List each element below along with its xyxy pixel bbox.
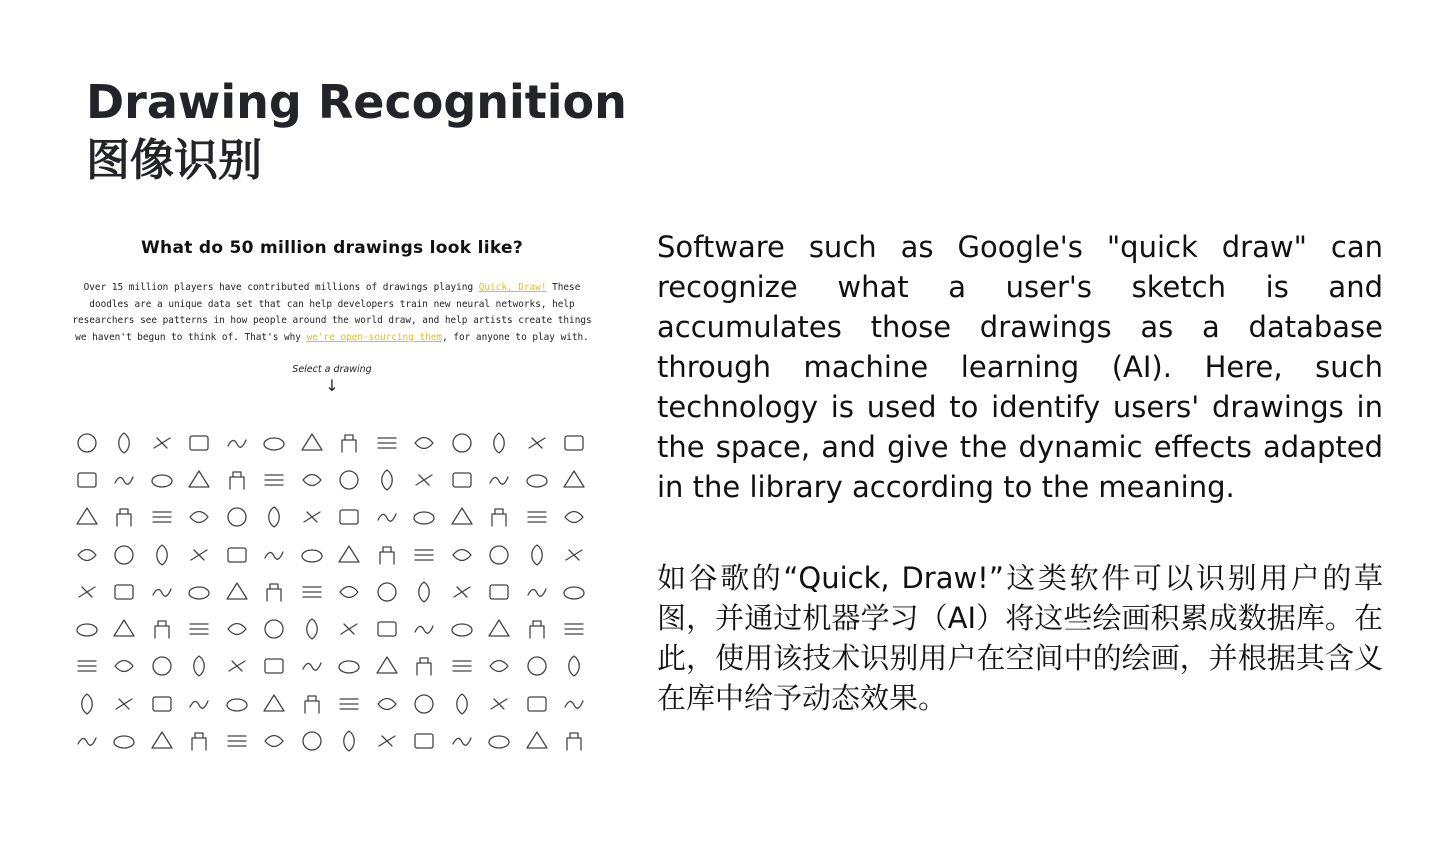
doodle-flying-saucer[interactable] xyxy=(106,722,144,759)
arm-icon xyxy=(374,430,400,456)
doodle-bulldozer[interactable] xyxy=(68,536,106,573)
quickdraw-heading: What do 50 million drawings look like? xyxy=(140,238,523,258)
doodle-campfire[interactable] xyxy=(481,536,519,573)
dumbbell-icon xyxy=(411,653,437,679)
cell-phone-icon xyxy=(299,579,325,605)
doodle-basket[interactable] xyxy=(143,461,181,498)
bridge-icon xyxy=(486,504,512,530)
description-chinese: 如谷歌的“Quick, Draw!”这类软件可以识别用户的草图，并通过机器学习（AI）将这些绘画积累成数据库。在此，使用该技术识别用户在空间中的绘画，并根据其含义在库中给予动态效果。 xyxy=(657,561,1383,715)
doodle-broccoli[interactable] xyxy=(518,499,556,536)
doodle-bench[interactable] xyxy=(518,461,556,498)
cactus-icon xyxy=(224,542,250,568)
drums-icon xyxy=(336,653,362,679)
doodle-bandage[interactable] xyxy=(556,424,594,461)
bracelet-icon xyxy=(374,504,400,530)
fire-hydrant-icon xyxy=(336,691,362,717)
doodle-bee[interactable] xyxy=(443,461,481,498)
broom-icon xyxy=(561,504,587,530)
diamond-icon xyxy=(524,616,550,642)
baseball-bat-icon xyxy=(111,467,137,493)
doodle-flower[interactable] xyxy=(68,722,106,759)
doodle-frying-pan[interactable] xyxy=(256,722,294,759)
bat-icon xyxy=(224,467,250,493)
slide-title xyxy=(86,72,627,190)
bandage-icon xyxy=(561,430,587,456)
car-icon xyxy=(74,579,100,605)
doodle-broom[interactable] xyxy=(556,499,594,536)
basket-icon xyxy=(149,467,175,493)
campfire-icon xyxy=(486,542,512,568)
doodle-bear[interactable] xyxy=(331,461,369,498)
doodle-door[interactable] xyxy=(181,648,219,685)
doodle-belt[interactable] xyxy=(481,461,519,498)
beach-icon xyxy=(299,467,325,493)
doodle-clock[interactable] xyxy=(518,573,556,610)
crab-icon xyxy=(299,616,325,642)
banana-icon xyxy=(524,430,550,456)
title-chinese: 图像识别 xyxy=(86,135,262,186)
donut-icon xyxy=(149,653,175,679)
fireplace-icon xyxy=(374,691,400,717)
doodle-basketball[interactable] xyxy=(181,461,219,498)
doodle-camouflage[interactable] xyxy=(443,536,481,573)
doodle-drums[interactable] xyxy=(331,648,369,685)
doodle-camel[interactable] xyxy=(368,536,406,573)
doodle-crocodile[interactable] xyxy=(368,610,406,647)
cloud-icon xyxy=(561,579,587,605)
crown-icon xyxy=(411,616,437,642)
clarinet-icon xyxy=(486,579,512,605)
doodle-cello[interactable] xyxy=(256,573,294,610)
bench-icon xyxy=(524,467,550,493)
doodle-envelope[interactable] xyxy=(556,648,594,685)
doodle-goatee[interactable] xyxy=(406,722,444,759)
doodle-fire-hydrant[interactable] xyxy=(331,685,369,722)
axe-icon xyxy=(449,430,475,456)
doodle-animal-migration[interactable] xyxy=(218,424,256,461)
select-drawing-label: Select a drawing xyxy=(292,364,372,375)
frying-pan-icon xyxy=(261,728,287,754)
doodle-drill[interactable] xyxy=(293,648,331,685)
doodle-chair[interactable] xyxy=(331,573,369,610)
doodle-bus[interactable] xyxy=(106,536,144,573)
beard-icon xyxy=(374,467,400,493)
belt-icon xyxy=(486,467,512,493)
camouflage-icon xyxy=(449,542,475,568)
doodle-grid xyxy=(68,424,593,760)
bottlecap-icon xyxy=(299,504,325,530)
flying-saucer-icon xyxy=(111,728,137,754)
doodle-frog[interactable] xyxy=(218,722,256,759)
eye-icon xyxy=(74,691,100,717)
bulldozer-icon xyxy=(74,542,100,568)
ant-icon xyxy=(261,430,287,456)
diving-board-icon xyxy=(74,653,100,679)
doodle-cruise-ship[interactable] xyxy=(443,610,481,647)
carrot-icon xyxy=(111,579,137,605)
blackberry-icon xyxy=(149,504,175,530)
animal-migration-icon xyxy=(224,430,250,456)
down-arrow-icon: ↓ xyxy=(325,376,339,395)
doodle-garden[interactable] xyxy=(293,722,331,759)
ambulance-icon xyxy=(149,430,175,456)
desc-text-3: , for anyone to play with. xyxy=(442,331,589,343)
doodle-ceiling-fan[interactable] xyxy=(218,573,256,610)
doodle-bird[interactable] xyxy=(68,499,106,536)
doodle-church[interactable] xyxy=(406,573,444,610)
backpack-icon xyxy=(486,430,512,456)
dresser-icon xyxy=(261,653,287,679)
doodle-castle[interactable] xyxy=(143,573,181,610)
doodle-baseball-bat[interactable] xyxy=(106,461,144,498)
doodle-banana[interactable] xyxy=(518,424,556,461)
description-english: Software such as Google's "quick draw" can recognize what a user's sketch is and accumulates those drawings as a database through machine learning (AI). Here, such technology is used to identify users' drawings in the space, and give the dynamic effects adapted in the library according to the meaning. xyxy=(657,230,1383,504)
doodle-asparagus[interactable] xyxy=(406,424,444,461)
doodle-brain[interactable] xyxy=(406,499,444,536)
desc-text-1: Over 15 million players have contributed millions of drawings playing xyxy=(83,282,479,293)
doodle-ambulance[interactable] xyxy=(143,424,181,461)
doodle-bed[interactable] xyxy=(406,461,444,498)
crocodile-icon xyxy=(374,616,400,642)
fan-icon xyxy=(186,691,212,717)
blueberry-icon xyxy=(186,504,212,530)
doodle-fireplace[interactable] xyxy=(368,685,406,722)
asparagus-icon xyxy=(411,430,437,456)
doodle-dolphin[interactable] xyxy=(106,648,144,685)
cat-icon xyxy=(186,579,212,605)
ear-icon xyxy=(449,653,475,679)
dragon-icon xyxy=(224,653,250,679)
doodle-carrot[interactable] xyxy=(106,573,144,610)
doodle-grapes[interactable] xyxy=(481,722,519,759)
bed-icon xyxy=(411,467,437,493)
garden-hose-icon xyxy=(336,728,362,754)
garden-icon xyxy=(299,728,325,754)
dishwasher-icon xyxy=(561,616,587,642)
doodle-bottlecap[interactable] xyxy=(293,499,331,536)
cow-icon xyxy=(261,616,287,642)
flamingo-icon xyxy=(486,691,512,717)
doodle-butterfly[interactable] xyxy=(181,536,219,573)
doodle-circle[interactable] xyxy=(443,573,481,610)
doodle-bathtub[interactable] xyxy=(256,461,294,498)
circle-icon xyxy=(449,579,475,605)
doodle-giraffe[interactable] xyxy=(368,722,406,759)
doodle-flashlight[interactable] xyxy=(518,685,556,722)
doodle-golf-club[interactable] xyxy=(443,722,481,759)
bee-icon xyxy=(449,467,475,493)
flashlight-icon xyxy=(524,691,550,717)
clock-icon xyxy=(524,579,550,605)
doodle-birthday-cake[interactable] xyxy=(106,499,144,536)
birthday-cake-icon xyxy=(111,504,137,530)
doodle-chandelier[interactable] xyxy=(368,573,406,610)
doodle-airplane[interactable] xyxy=(68,424,106,461)
doodle-cell-phone[interactable] xyxy=(293,573,331,610)
doodle-fork[interactable] xyxy=(181,722,219,759)
camel-icon xyxy=(374,542,400,568)
fence-icon xyxy=(261,691,287,717)
doodle-candle[interactable] xyxy=(518,536,556,573)
doodle-bicycle[interactable] xyxy=(556,461,594,498)
flip-flops-icon xyxy=(561,691,587,717)
doodle-bat[interactable] xyxy=(218,461,256,498)
cello-icon xyxy=(261,579,287,605)
doodle-eye[interactable] xyxy=(68,685,106,722)
doodle-bracelet[interactable] xyxy=(368,499,406,536)
airplane-icon xyxy=(74,430,100,456)
doodle-fan[interactable] xyxy=(181,685,219,722)
broccoli-icon xyxy=(524,504,550,530)
doodle-baseball[interactable] xyxy=(68,461,106,498)
doodle-cake[interactable] xyxy=(256,536,294,573)
doodle-elephant[interactable] xyxy=(518,648,556,685)
doodle-crayon[interactable] xyxy=(331,610,369,647)
doodle-cookie[interactable] xyxy=(143,610,181,647)
butterfly-icon xyxy=(186,542,212,568)
elbow-icon xyxy=(486,653,512,679)
doodle-book[interactable] xyxy=(218,499,256,536)
doodle-compass[interactable] xyxy=(68,610,106,647)
apple-icon xyxy=(336,430,362,456)
doodle-clarinet[interactable] xyxy=(481,573,519,610)
doodle-garden-hose[interactable] xyxy=(331,722,369,759)
goatee-icon xyxy=(411,728,437,754)
doodle-couch[interactable] xyxy=(218,610,256,647)
bicycle-icon xyxy=(561,467,587,493)
doodle-cat[interactable] xyxy=(181,573,219,610)
open-source-link[interactable]: we're open-sourcing them xyxy=(306,331,443,343)
duck-icon xyxy=(374,653,400,679)
doodle-backpack[interactable] xyxy=(481,424,519,461)
basketball-icon xyxy=(186,467,212,493)
grass-icon xyxy=(524,728,550,754)
doodle-donut[interactable] xyxy=(143,648,181,685)
doodle-diamond[interactable] xyxy=(518,610,556,647)
cookie-icon xyxy=(149,616,175,642)
doodle-arm[interactable] xyxy=(368,424,406,461)
computer-icon xyxy=(111,616,137,642)
doodle-bridge[interactable] xyxy=(481,499,519,536)
couch-icon xyxy=(224,616,250,642)
compass-icon xyxy=(74,616,100,642)
doodle-anvil[interactable] xyxy=(293,424,331,461)
doodle-beach[interactable] xyxy=(293,461,331,498)
quick-draw-link[interactable]: Quick, Draw! xyxy=(478,282,547,293)
dolphin-icon xyxy=(111,653,137,679)
quickdraw-screenshot xyxy=(62,232,602,762)
calendar-icon xyxy=(336,542,362,568)
doodle-boomerang[interactable] xyxy=(256,499,294,536)
doodle-crab[interactable] xyxy=(293,610,331,647)
doodle-bush[interactable] xyxy=(143,536,181,573)
finger-icon xyxy=(299,691,325,717)
ceiling-fan-icon xyxy=(224,579,250,605)
elephant-icon xyxy=(524,653,550,679)
baseball-icon xyxy=(74,467,100,493)
cooler-icon xyxy=(186,616,212,642)
doodle-beard[interactable] xyxy=(368,461,406,498)
cup-icon xyxy=(486,616,512,642)
doodle-feather[interactable] xyxy=(218,685,256,722)
envelope-icon xyxy=(561,653,587,679)
doodle-alarm-clock[interactable] xyxy=(106,424,144,461)
flower-icon xyxy=(74,728,100,754)
doodle-face[interactable] xyxy=(143,685,181,722)
brain-icon xyxy=(411,504,437,530)
doodle-cactus[interactable] xyxy=(218,536,256,573)
drill-icon xyxy=(299,653,325,679)
doodle-diving-board[interactable] xyxy=(68,648,106,685)
doodle-firetruck[interactable] xyxy=(406,685,444,722)
title-english: Drawing Recognition xyxy=(86,75,627,129)
doodle-dresser[interactable] xyxy=(256,648,294,685)
foot-icon xyxy=(149,728,175,754)
grapes-icon xyxy=(486,728,512,754)
bush-icon xyxy=(149,542,175,568)
doodle-guitar[interactable] xyxy=(556,722,594,759)
doodle-flip-flops[interactable] xyxy=(556,685,594,722)
bowtie-icon xyxy=(336,504,362,530)
bear-icon xyxy=(336,467,362,493)
bus-icon xyxy=(111,542,137,568)
giraffe-icon xyxy=(374,728,400,754)
eyeglasses-icon xyxy=(111,691,137,717)
doodle-flamingo[interactable] xyxy=(481,685,519,722)
feather-icon xyxy=(224,691,250,717)
doodle-grass[interactable] xyxy=(518,722,556,759)
calculator-icon xyxy=(299,542,325,568)
doodle-elbow[interactable] xyxy=(481,648,519,685)
doodle-axe[interactable] xyxy=(443,424,481,461)
doodle-bread[interactable] xyxy=(443,499,481,536)
alarm-clock-icon xyxy=(111,430,137,456)
doodle-computer[interactable] xyxy=(106,610,144,647)
doodle-foot[interactable] xyxy=(143,722,181,759)
church-icon xyxy=(411,579,437,605)
bathtub-icon xyxy=(261,467,287,493)
doodle-dumbbell[interactable] xyxy=(406,648,444,685)
cruise-ship-icon xyxy=(449,616,475,642)
cake-icon xyxy=(261,542,287,568)
doodle-calculator[interactable] xyxy=(293,536,331,573)
firetruck-icon xyxy=(411,691,437,717)
doodle-bowtie[interactable] xyxy=(331,499,369,536)
boomerang-icon xyxy=(261,504,287,530)
doodle-car[interactable] xyxy=(68,573,106,610)
doodle-blueberry[interactable] xyxy=(181,499,219,536)
fork-icon xyxy=(186,728,212,754)
cannon-icon xyxy=(561,542,587,568)
doodle-cup[interactable] xyxy=(481,610,519,647)
book-icon xyxy=(224,504,250,530)
anvil-icon xyxy=(299,430,325,456)
doodle-finger[interactable] xyxy=(293,685,331,722)
desc-text-2: These doodles are a unique data set that can help developers train new neural networks, help researchers see patterns in how people around the world draw, and help artists create things we haven't begun to think of. That's why xyxy=(72,282,592,343)
doodle-cloud[interactable] xyxy=(556,573,594,610)
doodle-angel[interactable] xyxy=(181,424,219,461)
chair-icon xyxy=(336,579,362,605)
doodle-cannon[interactable] xyxy=(556,536,594,573)
doodle-cow[interactable] xyxy=(256,610,294,647)
doodle-crown[interactable] xyxy=(406,610,444,647)
doodle-ant[interactable] xyxy=(256,424,294,461)
face-icon xyxy=(149,691,175,717)
doodle-ear[interactable] xyxy=(443,648,481,685)
golf-club-icon xyxy=(449,728,475,754)
doodle-fence[interactable] xyxy=(256,685,294,722)
camera-icon xyxy=(411,542,437,568)
guitar-icon xyxy=(561,728,587,754)
frog-icon xyxy=(224,728,250,754)
doodle-camera[interactable] xyxy=(406,536,444,573)
crayon-icon xyxy=(336,616,362,642)
doodle-cooler[interactable] xyxy=(181,610,219,647)
bread-icon xyxy=(449,504,475,530)
chandelier-icon xyxy=(374,579,400,605)
door-icon xyxy=(186,653,212,679)
doodle-dishwasher[interactable] xyxy=(556,610,594,647)
doodle-duck[interactable] xyxy=(368,648,406,685)
candle-icon xyxy=(524,542,550,568)
doodle-calendar[interactable] xyxy=(331,536,369,573)
doodle-eyeglasses[interactable] xyxy=(106,685,144,722)
bird-icon xyxy=(74,504,100,530)
doodle-fish[interactable] xyxy=(443,685,481,722)
fish-icon xyxy=(449,691,475,717)
castle-icon xyxy=(149,579,175,605)
doodle-apple[interactable] xyxy=(331,424,369,461)
doodle-blackberry[interactable] xyxy=(143,499,181,536)
quickdraw-description xyxy=(72,280,592,346)
angel-icon xyxy=(186,430,212,456)
doodle-dragon[interactable] xyxy=(218,648,256,685)
